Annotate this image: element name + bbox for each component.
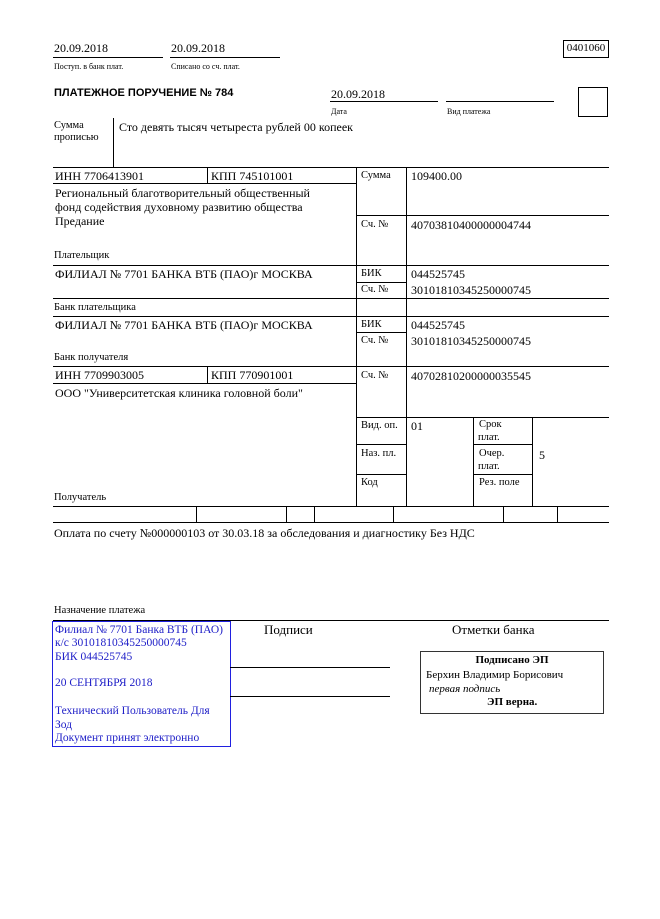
purpose-text: Оплата по счету №000000103 от 30.03.18 за обследования и диагностику Без НДС	[54, 526, 475, 540]
payer-name: фонд содействия духовному развитию общества	[55, 200, 303, 214]
signer-role: первая подпись	[429, 683, 501, 695]
payer-account-label: Сч. №	[361, 219, 389, 230]
payee-bank-account-label: Сч. №	[361, 335, 389, 346]
divider	[446, 101, 554, 102]
payer-bank-bik: 044525745	[411, 267, 465, 281]
signatures-label: Подписи	[264, 622, 313, 637]
divider	[406, 167, 407, 506]
divider	[557, 506, 558, 522]
divider	[207, 167, 208, 183]
divider	[53, 316, 609, 317]
payer-bank-account-label: Сч. №	[361, 284, 389, 295]
divider	[207, 366, 208, 383]
payer-kpp: КПП 745101001	[211, 169, 294, 183]
divider	[532, 417, 533, 506]
divider	[53, 506, 609, 507]
payer-bank-name: ФИЛИАЛ № 7701 БАНКА ВТБ (ПАО)г МОСКВА	[55, 267, 313, 281]
divider	[503, 506, 504, 522]
divider	[196, 506, 197, 522]
amount-words-label: прописью	[54, 132, 99, 143]
payer-account: 40703810400000004744	[411, 218, 531, 232]
payee-bank-name: ФИЛИАЛ № 7701 БАНКА ВТБ (ПАО)г МОСКВА	[55, 318, 313, 332]
divider	[53, 57, 163, 58]
document-date: 20.09.2018	[331, 87, 385, 101]
op-type-label: Вид. оп.	[361, 420, 398, 431]
payer-bank-label: Банк плательщика	[54, 302, 136, 313]
divider	[113, 118, 114, 167]
divider	[170, 57, 280, 58]
divider	[53, 383, 356, 384]
signature-verified: ЭП верна.	[487, 696, 538, 708]
purpose-label: Назначение платежа	[54, 605, 146, 616]
debited-label: Списано со сч. плат.	[171, 62, 240, 71]
divider	[356, 417, 609, 418]
amount-words: Сто девять тысяч четыреста рублей 00 копеек	[119, 120, 353, 134]
divider	[473, 474, 532, 475]
code-label: Код	[361, 477, 378, 488]
bank-marks-label: Отметки банка	[452, 622, 535, 637]
document-title: ПЛАТЕЖНОЕ ПОРУЧЕНИЕ № 784	[54, 87, 234, 99]
term-label: Срок	[479, 419, 502, 430]
payer-inn: ИНН 7706413901	[55, 169, 144, 183]
stamp-line: БИК 044525745	[55, 651, 133, 663]
date-label: Дата	[331, 107, 347, 116]
payer-bank-bik-label: БИК	[361, 268, 382, 279]
divider	[53, 183, 356, 184]
divider	[473, 417, 474, 506]
payer-bank-account: 30101810345250000745	[411, 283, 531, 297]
divider	[356, 167, 357, 506]
payment-type-label: Вид платежа	[447, 107, 491, 116]
payee-name: ООО "Университетская клиника головной боли"	[55, 386, 303, 400]
payee-bank-bik-label: БИК	[361, 319, 382, 330]
payee-account-label: Сч. №	[361, 370, 389, 381]
divider	[473, 444, 532, 445]
payment-type-box	[578, 87, 608, 117]
signed-label: Подписано ЭП	[475, 654, 549, 666]
debited-date: 20.09.2018	[171, 41, 225, 55]
received-date: 20.09.2018	[54, 41, 108, 55]
divider	[330, 101, 438, 102]
term-label: плат.	[478, 432, 500, 443]
order-label: Очер.	[479, 448, 505, 459]
received-label: Поступ. в банк плат.	[54, 62, 124, 71]
divider	[356, 332, 406, 333]
payee-bank-bik: 044525745	[411, 318, 465, 332]
op-type: 01	[411, 419, 423, 433]
payer-name: Предание	[55, 214, 105, 228]
divider	[356, 282, 406, 283]
form-code: 0401060	[563, 40, 609, 58]
divider	[53, 366, 609, 367]
stamp-line: 20 СЕНТЯБРЯ 2018	[55, 677, 153, 689]
stamp-line: Документ принят электронно	[55, 732, 200, 744]
payee-label: Получатель	[54, 492, 107, 503]
payer-name: Региональный благотворительный общественный	[55, 186, 310, 200]
divider	[53, 265, 609, 266]
reserve-label: Рез. поле	[479, 477, 520, 488]
divider	[356, 444, 406, 445]
order-label: плат.	[478, 461, 500, 472]
purpose-code-label: Наз. пл.	[361, 448, 397, 459]
divider	[53, 167, 609, 168]
stamp-line: Зод	[55, 719, 73, 731]
amount-label: Сумма	[361, 170, 391, 181]
payer-label: Плательщик	[54, 250, 110, 261]
stamp-line: к/с 30101810345250000745	[55, 637, 187, 649]
payee-account: 40702810200000035545	[411, 369, 531, 383]
signature-line	[230, 696, 390, 697]
signer-name: Берхин Владимир Борисович	[426, 669, 564, 681]
signature-line	[230, 667, 390, 668]
payee-kpp: КПП 770901001	[211, 368, 294, 382]
stamp-line: Филиал № 7701 Банка ВТБ (ПАО)	[55, 624, 223, 636]
divider	[53, 298, 609, 299]
divider	[356, 215, 609, 216]
payee-bank-label: Банк получателя	[54, 352, 129, 363]
divider	[393, 506, 394, 522]
payee-bank-account: 30101810345250000745	[411, 334, 531, 348]
divider	[356, 474, 406, 475]
divider	[286, 506, 287, 522]
order-value: 5	[539, 448, 545, 462]
amount-words-label: Сумма	[54, 120, 84, 131]
stamp-line: Технический Пользователь Для	[55, 705, 210, 717]
payee-inn: ИНН 7709903005	[55, 368, 144, 382]
amount: 109400.00	[411, 169, 462, 183]
divider	[314, 506, 315, 522]
divider	[53, 522, 609, 523]
